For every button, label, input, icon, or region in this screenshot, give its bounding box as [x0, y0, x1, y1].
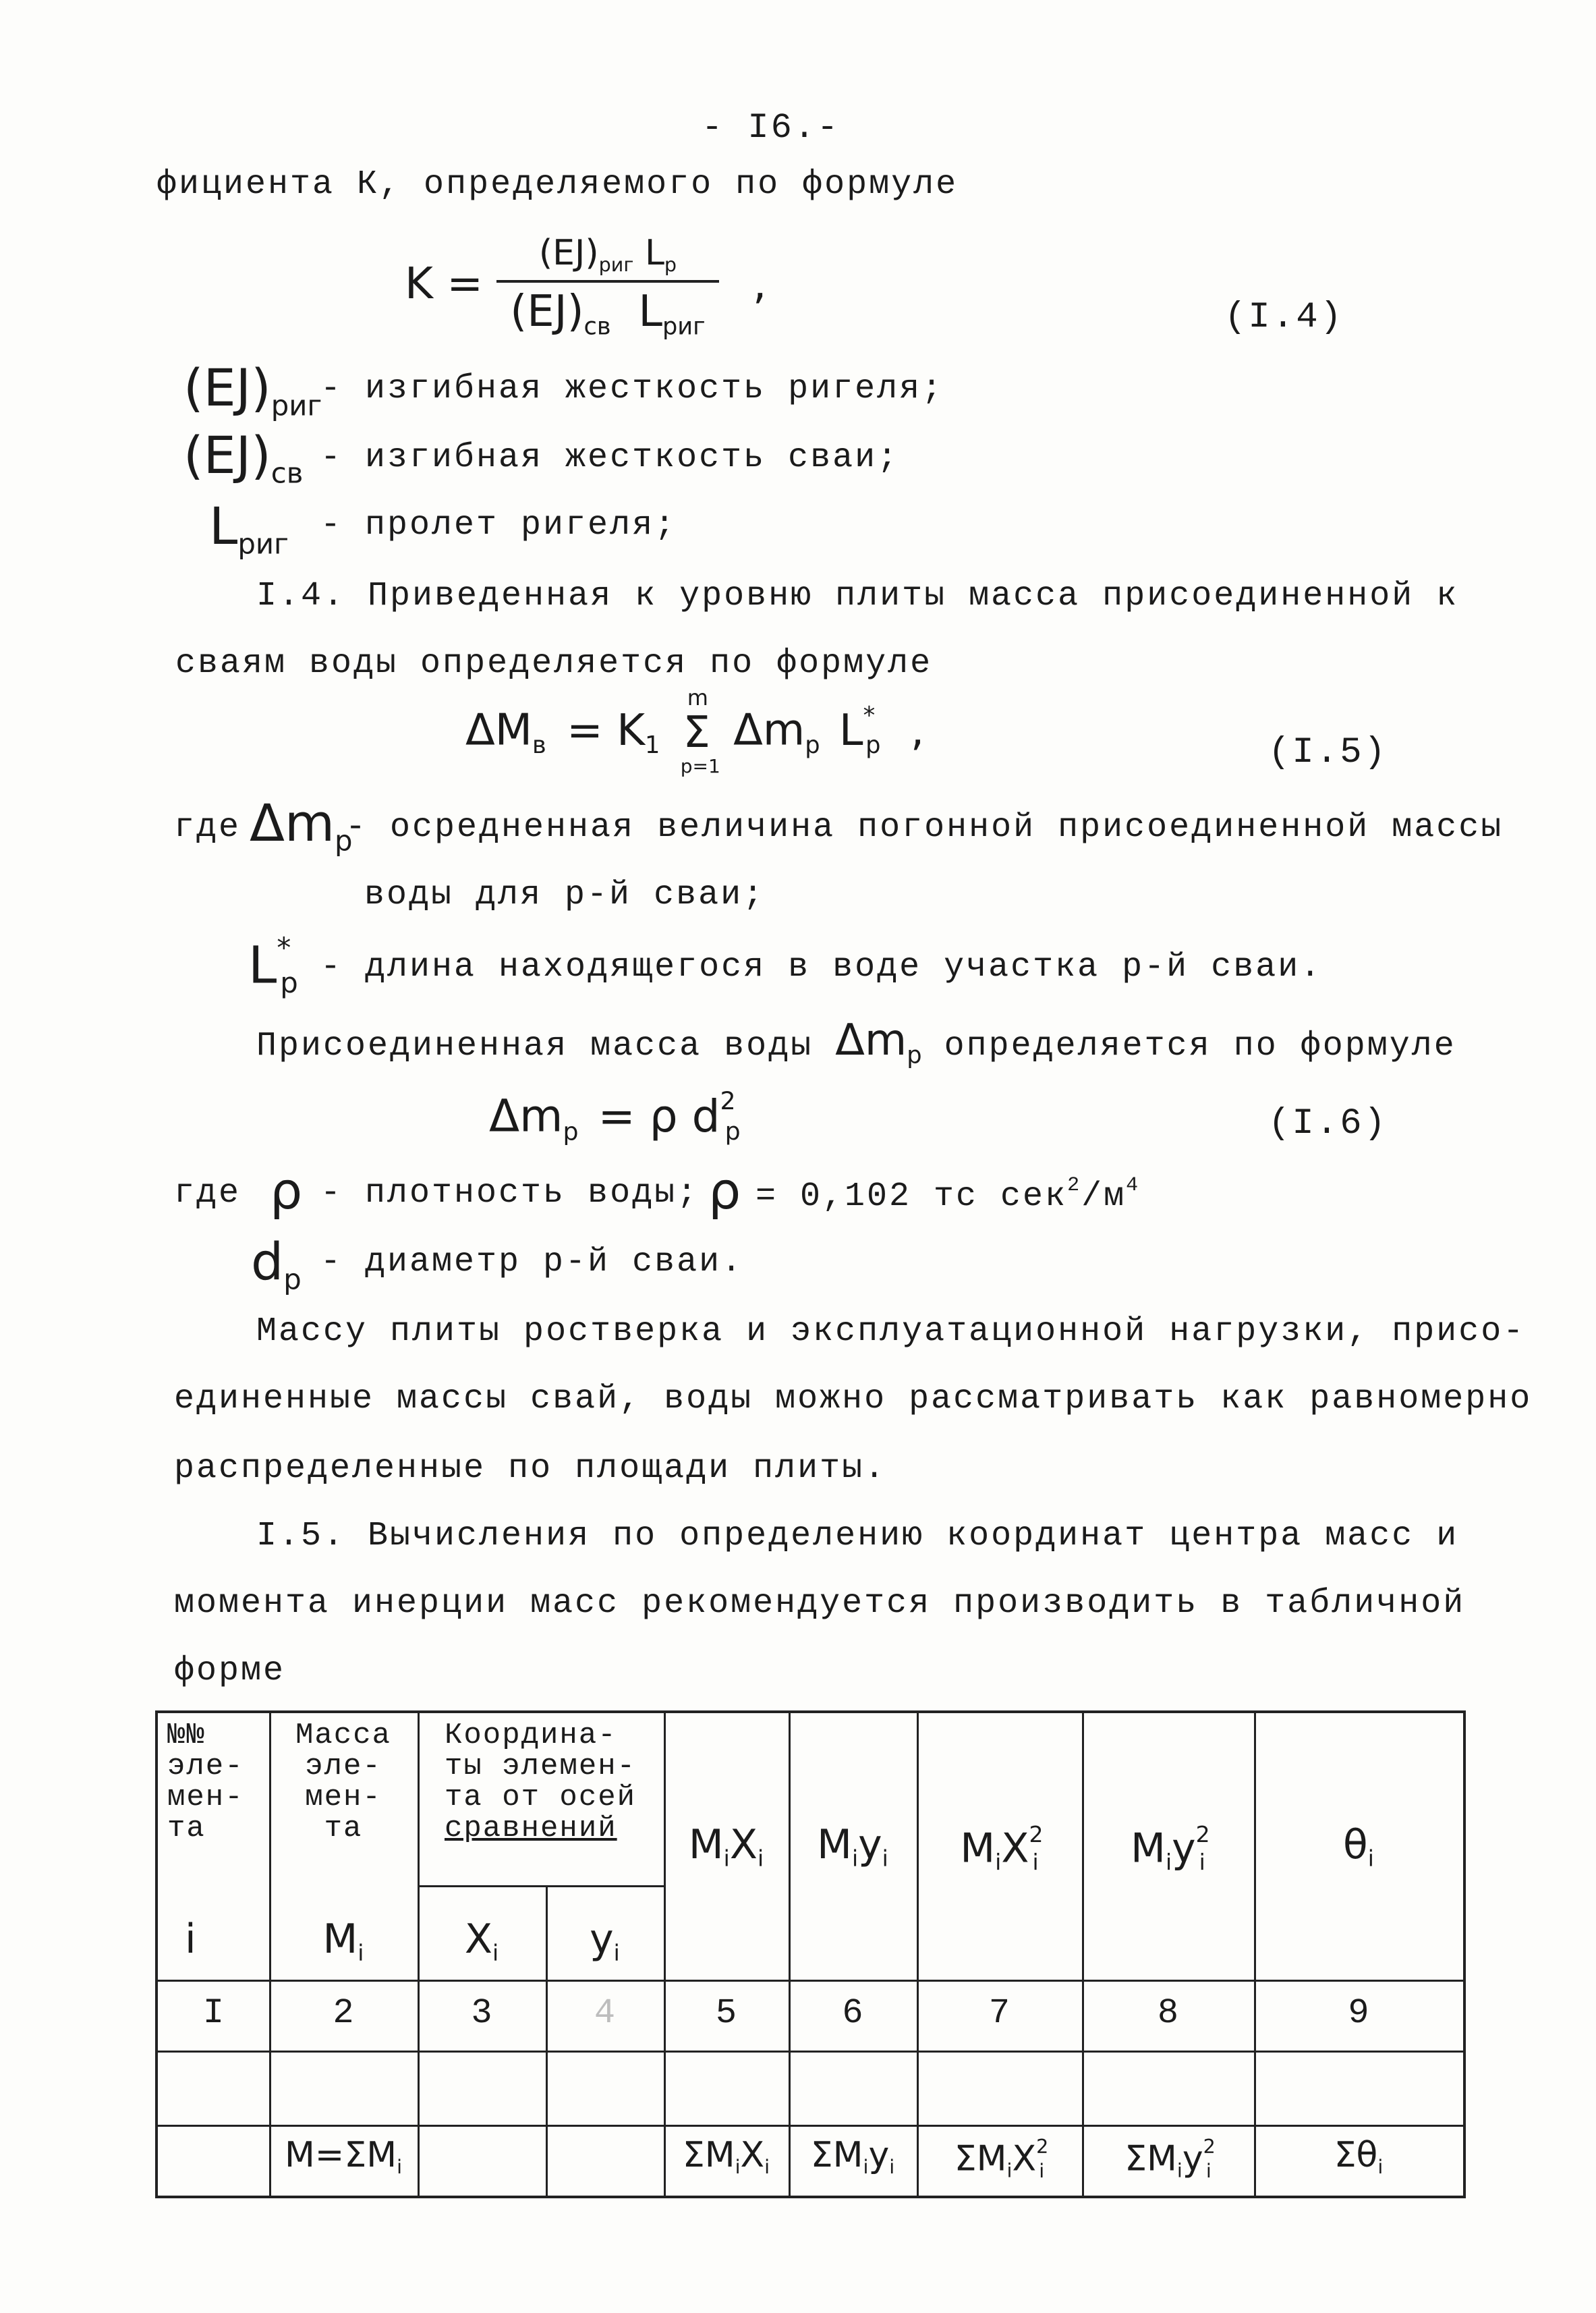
symbol-ej-rig: $(EJ)_{риг}$ [183, 358, 322, 422]
text-line: распределенные по площади плиты. [174, 1449, 887, 1488]
symbol-l-rig: $L_{риг}$ [209, 496, 289, 561]
column-number: 8 [1157, 1993, 1179, 2033]
header-coordinates: Координа- ты элемен- та от осей сравнений [445, 1719, 637, 1845]
formula-1-4: K = $\frac{(EJ)_{риг} L_р}{(EJ)_{св} L_{риг}}$ , [405, 233, 767, 341]
text-line: - диаметр р-й сваи. [320, 1243, 744, 1281]
symbol-ej-sv: $(EJ)_{св}$ [183, 425, 304, 490]
header-symbol-yi: $y_i$ [590, 1916, 620, 1966]
text-line: - изгибная жесткость ригеля; [320, 370, 944, 408]
total-miyi2: $\Sigma M_iy^2_i$ [1124, 2135, 1216, 2182]
symbol-rho: ρ [270, 1161, 303, 1221]
text-line: сваям воды определяется по формуле [175, 644, 933, 683]
column-number: 3 [471, 1993, 492, 2033]
text-line: - осредненная величина погонной присоединенной массы [345, 808, 1504, 847]
equation-number: (I.6) [1268, 1103, 1388, 1144]
header-mixi: $M_iX_i$ [688, 1821, 764, 1872]
column-number: 2 [333, 1993, 354, 2033]
text-line: единенные массы свай, воды можно рассматривать как равномерно [174, 1380, 1533, 1418]
total-theta: $\Sigma\theta_i$ [1334, 2135, 1384, 2178]
page-number: - I6.- [702, 108, 840, 148]
formula-lhs: K = [405, 259, 483, 310]
symbol-rho: ρ [708, 1161, 741, 1221]
mass-table [155, 1710, 1466, 2198]
text-line: форме [174, 1652, 286, 1690]
formula-1-5: $\Delta M_в = K_1$ m Σ p=1 $\Delta m_p$ $L^*_p$ , [465, 685, 925, 778]
header-symbol-i: i [185, 1916, 196, 1963]
total-mixi: $\Sigma M_iX_i$ [682, 2135, 770, 2178]
fraction-numerator: $(EJ)_{риг}$ $L_р$ [496, 233, 718, 283]
text-line: фициента К, определяемого по формуле [156, 165, 959, 204]
header-miyi2: $M_iy^2_i$ [1131, 1821, 1210, 1876]
column-number: 6 [842, 1993, 863, 2033]
text-line: I.5. Вычисления по определению координат центра масс и [256, 1517, 1459, 1555]
fraction-denominator: $(EJ)_{св}$ $L_{риг}$ [510, 287, 706, 341]
column-number: I [202, 1993, 225, 2033]
header-theta: $\theta_i$ [1343, 1821, 1374, 1872]
text-line: - пролет ригеля; [320, 506, 677, 545]
text-line: I.4. Приведенная к уровню плиты масса присоединенной к [256, 577, 1459, 615]
header-symbol-xi: $X_i$ [464, 1916, 499, 1966]
header-element-mass: Масса эле- мен- та [295, 1719, 392, 1845]
symbol-dm: $\Delta m_р$ [250, 793, 353, 858]
symbol-dp: $d_р$ [251, 1231, 302, 1296]
text-line: где [174, 808, 241, 847]
total-mixi2: $\Sigma M_iX^2_i$ [954, 2135, 1049, 2182]
fraction [496, 233, 718, 340]
text-line: - изгибная жесткость сваи; [320, 439, 900, 477]
text-line: = 0,102 тс $сек^2/м^4$ [756, 1174, 1141, 1216]
column-number: 4 [594, 1993, 616, 2033]
text-line: воды для р-й сваи; [364, 876, 766, 914]
text-line: Массу плиты ростверка и эксплуатационной нагрузки, присо- [256, 1312, 1526, 1351]
text-line: - плотность воды; [320, 1174, 700, 1213]
text-line: момента инерции масс рекомендуется производить в табличной [174, 1584, 1466, 1623]
text-line: Присоединенная масса воды $\Delta m_р$ определяется по формуле [256, 1015, 1456, 1069]
total-miyi: $\Sigma M_iy_i$ [810, 2135, 895, 2178]
column-number: 7 [988, 1993, 1010, 2033]
text-line: где [174, 1174, 241, 1213]
column-number: 5 [715, 1993, 737, 2033]
header-symbol-mi: $M_i$ [322, 1916, 364, 1966]
header-element-number: №№ эле- мен- та [167, 1719, 244, 1845]
column-number: 9 [1348, 1993, 1369, 2033]
text-line: - длина находящегося в воде участка р-й сваи. [320, 948, 1323, 986]
total-mass: $M=\Sigma M_i$ [284, 2135, 403, 2178]
formula-1-6: $\Delta m_p = \rho$ $d^2_p$ [489, 1086, 741, 1146]
equation-number: (I.5) [1268, 732, 1388, 773]
equation-number: (I.4) [1224, 297, 1344, 338]
header-miyi: $M_iy_i$ [817, 1821, 888, 1872]
symbol-lp: $L^*_р$ [248, 931, 298, 1000]
header-mixi2: $M_iX^2_i$ [960, 1821, 1044, 1876]
